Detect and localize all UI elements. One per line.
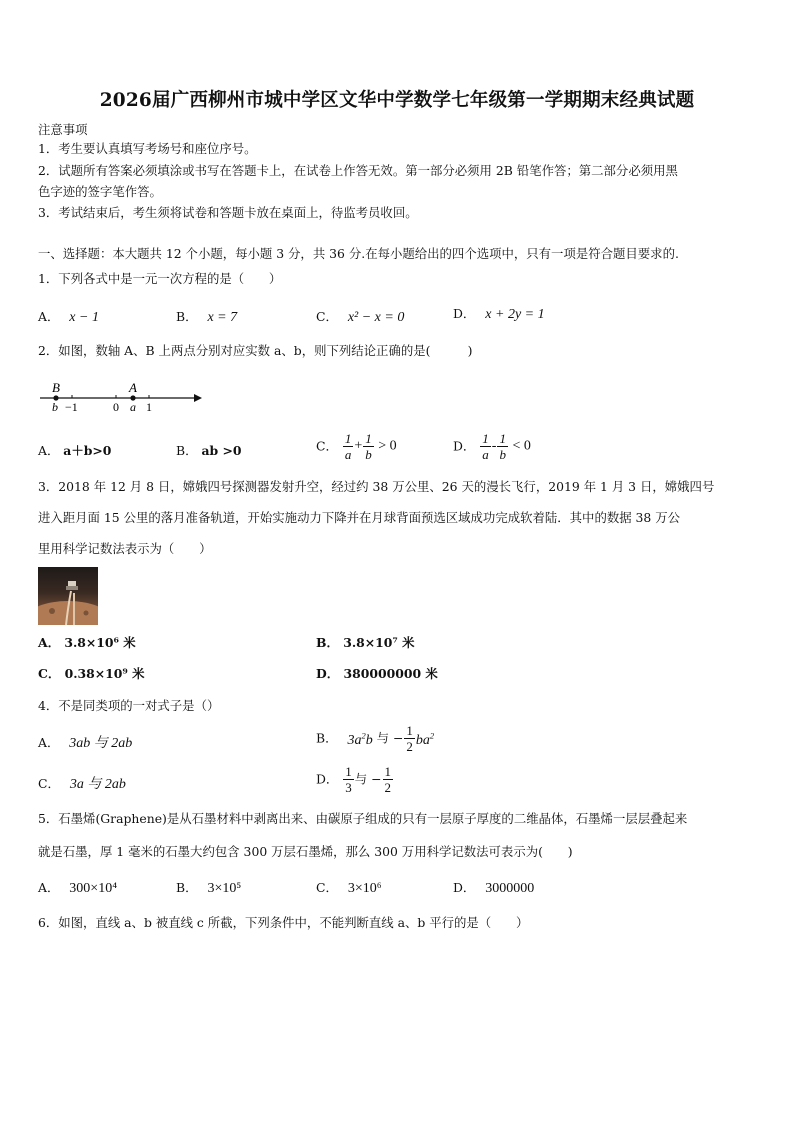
option-label: A． <box>38 635 61 650</box>
q2-option-b-expr: ab >0 <box>201 443 242 458</box>
question-5-line-2: 就是石墨，厚 1 毫米的石墨大约包含 300 万层石墨烯，那么 300 万用科学记数法可表示为( ) <box>38 844 573 859</box>
option-label: C． <box>38 666 61 681</box>
q5-option-a-expr: 300×10⁴ <box>69 881 118 896</box>
label-zero: 0 <box>113 400 119 414</box>
lunar-landing-photo <box>38 567 98 625</box>
option-label: D． <box>316 666 340 681</box>
q3-option-b <box>316 634 415 652</box>
q3-option-c-text: 0.38×10⁹ 米 <box>64 666 145 681</box>
lunar-surface-image <box>38 567 98 625</box>
q3-option-a <box>38 634 136 652</box>
fraction-one-over-a: $\frac{1}{a}$ <box>482 431 489 462</box>
q5-option-b-expr: 3×10⁵ <box>207 881 242 896</box>
arrow-head-icon <box>194 394 202 402</box>
q1-option-a <box>38 308 99 327</box>
q5-option-a <box>38 879 117 898</box>
q3-option-a-text: 3.8×10⁶ 米 <box>64 635 136 650</box>
option-label: D． <box>453 880 476 895</box>
question-6-stem: 6．如图，直线 a、b 被直线 c 所截，下列条件中，不能判断直线 a、b 平行的是（ ） <box>38 915 529 930</box>
q1-option-d-expr: x + 2y = 1 <box>485 307 545 322</box>
q1-option-c-expr: x² − x = 0 <box>347 310 405 325</box>
option-label: C． <box>316 438 338 454</box>
q2-option-d: D． $\frac{1}{a}$ - $\frac{1}{b}$ < 0 <box>453 431 531 462</box>
q4-option-a <box>38 734 132 753</box>
option-label: B． <box>176 443 198 458</box>
question-1-stem: 1．下列各式中是一元一次方程的是（ ） <box>38 271 282 286</box>
label-point-a: A <box>129 380 137 395</box>
fraction-one-over-a: $\frac{1}{a}$ <box>344 431 352 462</box>
option-label: A． <box>38 309 60 324</box>
q2-option-a-expr: a＋b>0 <box>63 443 112 458</box>
question-2-stem: 2．如图，数轴 A、B 上两点分别对应实数 a、b，则下列结论正确的是( ) <box>38 343 473 358</box>
notice-item-2-cont: 色字迹的签字笔作答。 <box>38 184 162 199</box>
option-label: C． <box>38 776 60 791</box>
q5-option-c <box>316 879 382 898</box>
q1-option-c <box>316 308 404 327</box>
option-label: D． <box>453 438 476 454</box>
option-label: B． <box>176 309 198 324</box>
q5-option-d <box>453 879 534 898</box>
notice-item-1: 1．考生要认真填写考场号和座位序号。 <box>38 141 257 156</box>
q1-option-d <box>453 305 545 324</box>
q3-option-d-text: 380000000 米 <box>343 666 438 681</box>
option-label: A． <box>38 735 60 750</box>
q5-option-c-expr: 3×10⁶ <box>347 881 382 896</box>
q4-option-d: D． $\frac{1}{3}$ 与 − $\frac{1}{2}$ <box>316 764 391 795</box>
section-heading: 一、选择题：本大题共 12 个小题，每小题 3 分，共 36 分.在每小题给出的四个选项中，只有一项是符合题目要求的. <box>38 246 679 261</box>
q2-option-a <box>38 442 111 460</box>
notice-item-3: 3．考试结束后，考生须将试卷和答题卡放在桌面上，待监考员收回。 <box>38 205 418 220</box>
q5-option-d-expr: 3000000 <box>485 881 535 896</box>
notice-heading: 注意事项 <box>38 122 88 137</box>
fraction-one-half: $\frac{1}{2}$ <box>384 764 391 795</box>
option-label: D． <box>316 771 339 787</box>
fraction-one-over-b: $\frac{1}{b}$ <box>365 431 372 462</box>
number-line-figure <box>36 378 206 418</box>
question-5-line-1: 5．石墨烯(Graphene)是从石墨材料中剥离出来、由碳原子组成的只有一层原子厚度的二维晶体，石墨烯一层层叠起来 <box>38 811 688 826</box>
q3-option-d <box>316 665 438 683</box>
q1-option-b-expr: x = 7 <box>207 310 238 325</box>
q3-option-b-text: 3.8×10⁷ 米 <box>343 635 415 650</box>
label-b: b <box>52 400 58 414</box>
label-minus-one: −1 <box>65 400 78 414</box>
page-title: 2026届广西柳州市城中学区文华中学数学七年级第一学期期末经典试题 <box>99 90 695 111</box>
q1-option-a-expr: x − 1 <box>69 310 99 325</box>
fraction-one-third: $\frac{1}{3}$ <box>345 764 352 795</box>
option-label: A． <box>38 443 60 458</box>
option-label: A． <box>38 880 60 895</box>
q4-option-c <box>38 775 126 794</box>
q5-option-b <box>176 879 241 898</box>
option-label: C． <box>316 309 338 324</box>
label-one: 1 <box>146 400 152 414</box>
q3-option-c <box>38 665 145 683</box>
q2-option-b <box>176 442 241 460</box>
option-label: B． <box>316 730 338 746</box>
fraction-one-half: $\frac{1}{2}$ <box>406 723 413 754</box>
option-label: B． <box>176 880 198 895</box>
label-a: a <box>130 400 136 414</box>
fraction-one-over-b: $\frac{1}{b}$ <box>499 431 506 462</box>
question-3-line-2: 进入距月面 15 公里的落月准备轨道，开始实施动力下降并在月球背面预选区域成功完成软着陆．其中的数据 38 万公 <box>38 510 681 525</box>
q2-option-c: C． $\frac{1}{a}$ + $\frac{1}{b}$ > 0 <box>316 431 397 462</box>
option-label: D． <box>453 306 476 321</box>
question-3-line-3: 里用科学记数法表示为（ ） <box>38 541 212 556</box>
q4-option-c-expr: 3a 与 2ab <box>69 777 126 792</box>
q4-option-a-expr: 3ab 与 2ab <box>69 736 133 751</box>
option-label: B． <box>316 635 339 650</box>
question-3-line-1: 3．2018 年 12 月 8 日，嫦娥四号探测器发射升空，经过约 38 万公里、26 天的漫长飞行，2019 年 1 月 3 日，嫦娥四号 <box>38 479 715 494</box>
question-4-stem: 4．不是同类项的一对式子是（） <box>38 698 220 713</box>
label-point-b: B <box>52 380 60 395</box>
option-label: C． <box>316 880 338 895</box>
q4-option-b: B． $3a^2b$ 与 − $\frac{1}{2}$ $ba^2$ <box>316 723 435 754</box>
notice-item-2: 2．试题所有答案必须填涂或书写在答题卡上，在试卷上作答无效。第一部分必须用 2B 铅笔作答；第二部分必须用黑 <box>38 163 678 178</box>
q1-option-b <box>176 308 237 327</box>
